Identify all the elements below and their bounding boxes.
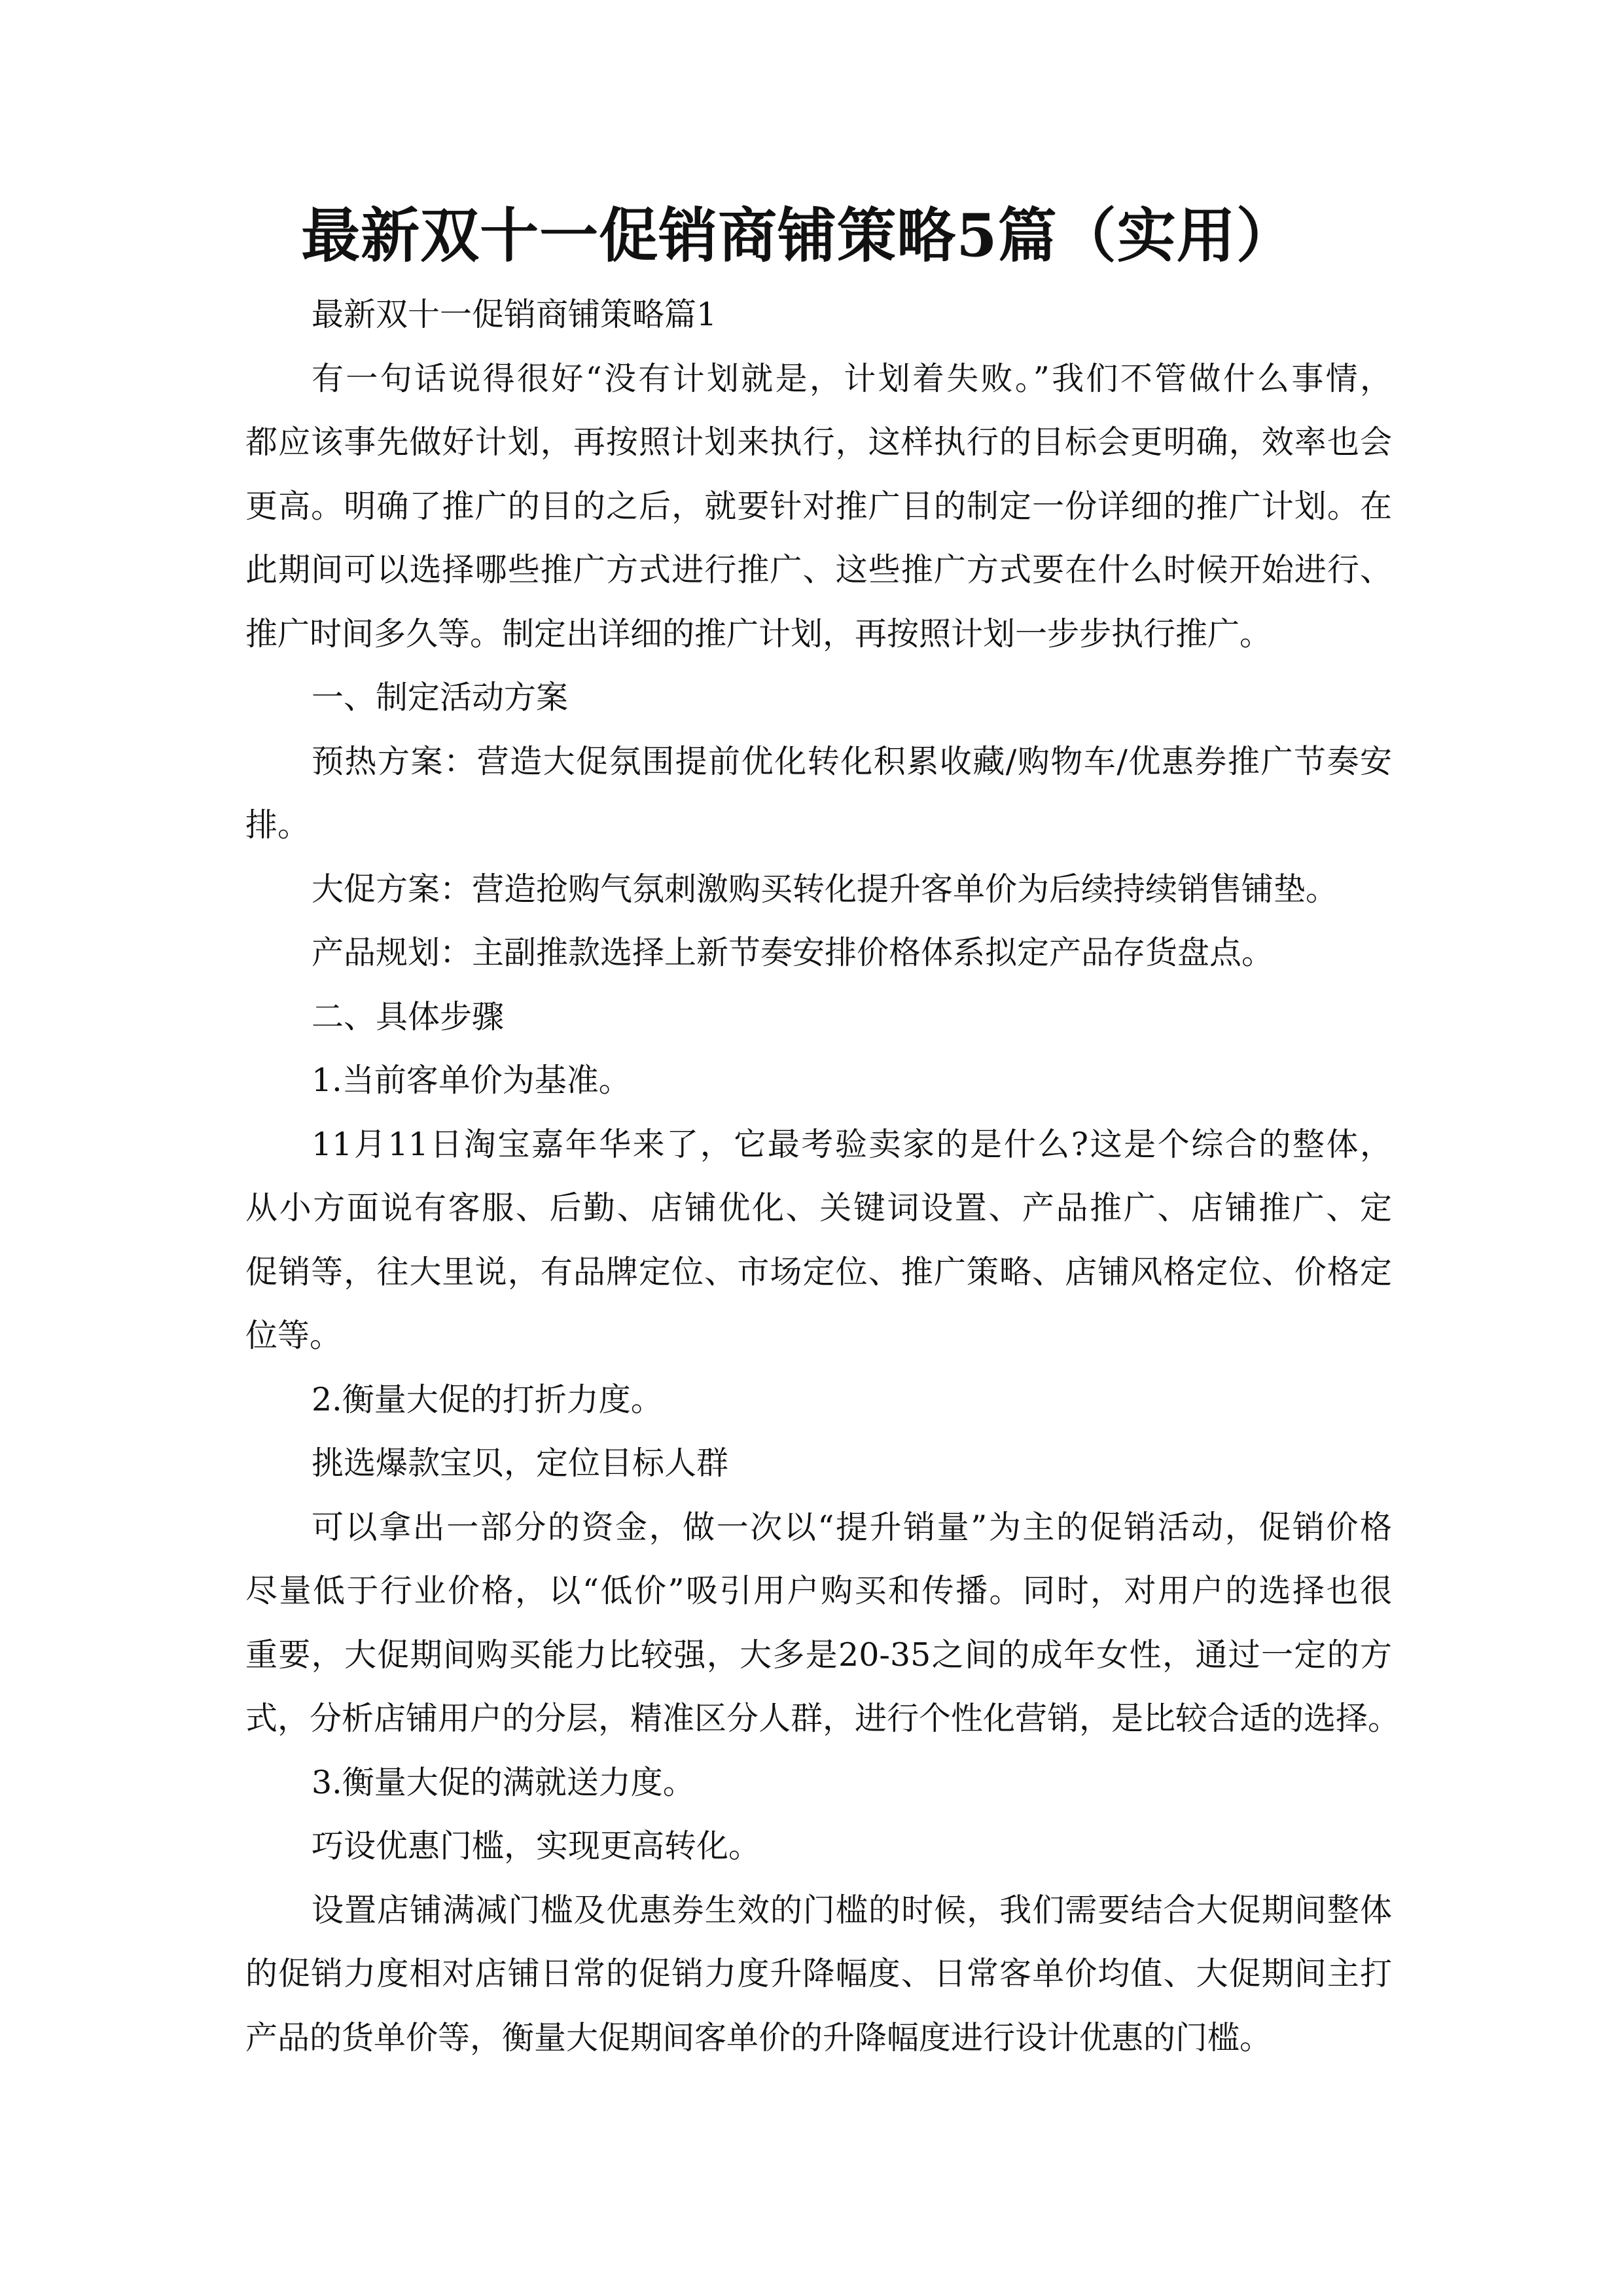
text-line: 位等。 xyxy=(245,1317,342,1354)
paragraph xyxy=(245,1878,1392,2070)
text-line: 都应该事先做好计划，再按照计划来执行，这样执行的目标会更明确，效率也会 xyxy=(245,423,1392,461)
text-line: 二、具体步骤 xyxy=(312,997,505,1035)
text-line: 1.当前客单价为基准。 xyxy=(312,1062,631,1099)
document-body xyxy=(245,283,1400,2070)
paragraph xyxy=(245,1431,1392,1496)
paragraph xyxy=(245,921,1392,985)
text-line: 从小方面说有客服、后勤、店铺优化、关键词设置、产品推广、店铺推广、定 xyxy=(245,1189,1392,1227)
text-line: 2.衡量大促的打折力度。 xyxy=(312,1380,663,1418)
text-line: 尽量低于行业价格，以“低价”吸引用户购买和传播。同时，对用户的选择也很 xyxy=(245,1572,1392,1609)
text-line: 11月11日淘宝嘉年华来了，它最考验卖家的是什么?这是个综合的整体， xyxy=(312,1125,1392,1163)
text-line: 挑选爆款宝贝，定位目标人群 xyxy=(312,1444,729,1482)
text-line: 式，分析店铺用户的分层，精准区分人群，进行个性化营销，是比较合适的选择。 xyxy=(245,1700,1400,1737)
paragraph xyxy=(245,1751,1392,1815)
text-line: 推广时间多久等。制定出详细的推广计划，再按照计划一步步执行推广。 xyxy=(245,615,1272,653)
text-line: 排。 xyxy=(245,806,310,844)
text-line: 产品规划：主副推款选择上新节奏安排价格体系拟定产品存货盘点。 xyxy=(312,934,1274,971)
paragraph xyxy=(245,1049,1392,1113)
text-line: 巧设优惠门槛，实现更高转化。 xyxy=(312,1827,761,1865)
paragraph xyxy=(245,1113,1392,1368)
text-line: 可以拿出一部分的资金，做一次以“提升销量”为主的促销活动，促销价格 xyxy=(312,1508,1392,1546)
text-line: 重要，大促期间购买能力比较强，大多是20-35之间的成年女性，通过一定的方 xyxy=(245,1636,1392,1674)
text-line: 更高。明确了推广的目的之后，就要针对推广目的制定一份详细的推广计划。在 xyxy=(245,487,1392,525)
text-line: 产品的货单价等，衡量大促期间客单价的升降幅度进行设计优惠的门槛。 xyxy=(245,2018,1272,2056)
paragraph xyxy=(245,666,1392,730)
text-line: 此期间可以选择哪些推广方式进行推广、这些推广方式要在什么时候开始进行、 xyxy=(245,551,1392,588)
paragraph xyxy=(245,730,1392,857)
text-line: 设置店铺满减门槛及优惠券生效的门槛的时候，我们需要结合大促期间整体 xyxy=(312,1891,1392,1929)
section-heading xyxy=(245,283,1392,347)
text-line: 一、制定活动方案 xyxy=(312,679,569,716)
document-title: 最新双十一促销商铺策略5篇（实用） xyxy=(301,201,1296,270)
paragraph xyxy=(245,985,1392,1049)
paragraph xyxy=(245,1814,1392,1878)
text-line: 大促方案：营造抢购气氛刺激购买转化提升客单价为后续持续销售铺垫。 xyxy=(312,870,1338,908)
text-line: 有一句话说得很好“没有计划就是，计划着失败。”我们不管做什么事情， xyxy=(312,359,1392,397)
text-line: 3.衡量大促的满就送力度。 xyxy=(312,1763,695,1801)
text-line: 的促销力度相对店铺日常的促销力度升降幅度、日常客单价均值、大促期间主打 xyxy=(245,1955,1392,1992)
paragraph xyxy=(245,1368,1392,1432)
text-line: 最新双十一促销商铺策略篇1 xyxy=(312,296,717,333)
paragraph xyxy=(245,857,1392,922)
paragraph xyxy=(245,1496,1400,1751)
paragraph xyxy=(245,347,1392,666)
text-line: 促销等，往大里说，有品牌定位、市场定位、推广策略、店铺风格定位、价格定 xyxy=(245,1253,1392,1291)
text-line: 预热方案：营造大促氛围提前优化转化积累收藏/购物车/优惠券推广节奏安 xyxy=(312,742,1392,780)
